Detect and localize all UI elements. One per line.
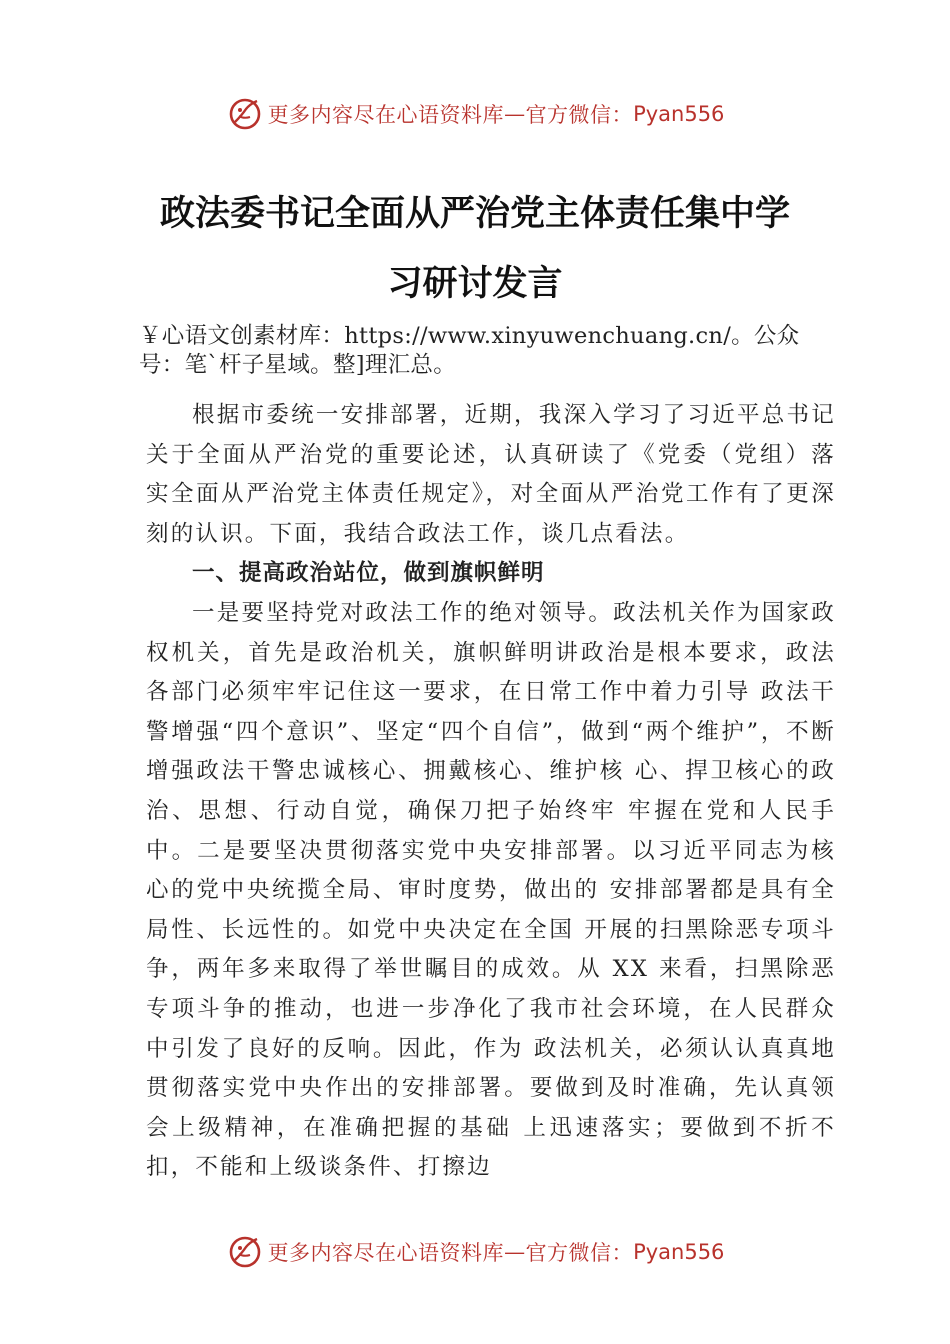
banner-separator: — <box>504 102 526 126</box>
brush-seal-icon <box>226 1233 264 1271</box>
brush-seal-icon <box>226 95 264 133</box>
banner-wechat-label: 官方微信： <box>525 103 634 127</box>
section-paragraph: 一是要坚持党对政法工作的绝对领导。政法机关作为国家政权机关，首先是政治机关，旗帜鲜明讲政治是根本要求，政法各部门必须牢牢记住这一要求，在日常工作中着力引导 政法干警增强“四个意识”、坚定“四个自信”，做到“两个维护”，不断增强政法干警忠诚核心、拥戴核心、维护核 心、捍卫核心的政治、思想、行动自觉，确保刀把子始终牢 牢握在党和人民手中。二是要坚决贯彻落实党中央安排部署。以习近平同志为核心的党中央统揽全局、审时度势，做出的 安排部署都是具有全局性、长远性的。如党中央决定在全国 开展的扫黑除恶专项斗争，两年多来取得了举世瞩目的成效。从 XX 来看，扫黑除恶专项斗争的推动，也进一步净化了我市社会环境，在人民群众中引发了良好的反响。因此，作为 政法机关，必须认认真真地贯彻落实党中央作出的安排部署。要做到及时准确，先认真领会上级精神，在准确把握的基础 上迅速落实；要做到不折不扣，不能和上级谈条件、打擦边 <box>146 599 836 1181</box>
document-body <box>146 396 836 1188</box>
banner-separator: — <box>504 1240 526 1264</box>
document-title-line1: 政法委书记全面从严治党主体责任集中学 <box>159 193 790 234</box>
banner-wechat-label: 官方微信： <box>525 1241 634 1265</box>
footer-banner <box>0 1232 950 1272</box>
banner-wechat-id: Pyan556 <box>633 102 725 126</box>
intro-paragraph: 根据市委统一安排部署，近期，我深入学习了习近平总书记关于全面从严治党的重要论述，认真研读了《党委（党组）落实全面从严治党主体责任规定》，对全面从严治党工作有了更深刻的认识。下面，我结合政法工作，谈几点看法。 <box>146 402 836 547</box>
header-banner <box>0 94 950 134</box>
document-title-line2: 习研讨发言 <box>387 263 563 304</box>
banner-brand-text: 更多内容尽在心语资料库 <box>267 1241 505 1265</box>
banner-wechat-id: Pyan556 <box>633 1240 725 1264</box>
banner-brand-text: 更多内容尽在心语资料库 <box>267 103 505 127</box>
source-note: ￥心语文创素材库：https://www.xinyuwenchuang.cn/。公众号：笔`杆子星域。整]理汇总。 <box>139 323 800 378</box>
section-heading: 一、提高政治站位，做到旗帜鲜明 <box>192 560 545 587</box>
